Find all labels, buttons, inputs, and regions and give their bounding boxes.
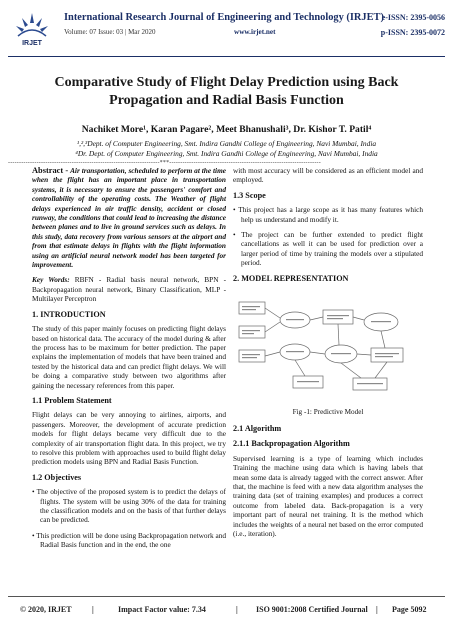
svg-text:IRJET: IRJET xyxy=(22,40,42,47)
scope-item: • The project can be further extended to predict flight cancellations as well it can be used for prediction over a larger period of time by training the models over a stipulated period. xyxy=(233,230,423,268)
irjet-logo xyxy=(8,10,56,50)
problem-heading: 1.1 Problem Statement xyxy=(32,395,112,405)
footer-copyright: © 2020, IRJET xyxy=(20,605,72,614)
volume-info: Volume: 07 Issue: 03 | Mar 2020 xyxy=(64,28,156,36)
footer-divider: | xyxy=(236,605,238,614)
right-column xyxy=(233,166,423,544)
model-heading: 2. MODEL REPRESENTATION xyxy=(233,273,349,283)
predictive-model-figure xyxy=(233,292,423,402)
affiliation-2: ⁴Dr. Dept. of Computer Engineering, Smt. Indira Gandhi College of Engineering, Navi Mumbai, India xyxy=(75,149,378,158)
e-issn: e-ISSN: 2395-0056 xyxy=(381,13,445,22)
algorithm-heading: 2.1 Algorithm xyxy=(233,423,282,433)
section-separator: ---------------------------------------------------------------------***--------------------------------------------------------------------- xyxy=(8,160,321,166)
p-issn: p-ISSN: 2395-0072 xyxy=(380,28,445,37)
footer-impact: Impact Factor value: 7.34 xyxy=(118,605,206,614)
objective-item: • This prediction will be done using Backpropagation network and Radial Basis function and in the end, the one xyxy=(32,530,226,550)
abstract xyxy=(32,166,226,269)
keywords xyxy=(32,275,226,303)
intro-heading: 1. INTRODUCTION xyxy=(32,309,106,319)
footer-divider: | xyxy=(92,605,94,614)
footer-divider: | xyxy=(376,605,378,614)
scope-heading: 1.3 Scope xyxy=(233,190,266,200)
footer-iso: ISO 9001:2008 Certified Journal xyxy=(256,605,368,614)
journal-header xyxy=(8,10,445,50)
scope-item: • This project has a large scope as it has many features which help us understand and modify it. xyxy=(233,205,423,224)
header-rule xyxy=(8,56,445,57)
keywords-label: Key Words: xyxy=(32,275,70,285)
backprop-text: Supervised learning is a type of learning which includes Training the machine using data which is having labels that mean some data is already tagged with the correct answer. After that, the machine is feed with a new data algorithm analyses the training data (set of training examples) and produces a correct outcome from labeled data. Back-propagation is a very important part of neural net training. It is the method which includes the weights of a neural net based on the error computed (i.e., iteration). xyxy=(233,453,423,538)
continuation-text: with most accuracy will be considered as an efficient model and employed. xyxy=(233,166,423,185)
paper-title: Comparative Study of Flight Delay Prediction using Back Propagation and Radial Basis Function xyxy=(54,75,399,108)
intro-text: The study of this paper mainly focuses on predicting flight delays based on historical data. The accuracy of the model during & after the process has to be maximum for better prediction. The paper explains the implementation of models that have been trained and tested by the historical data and can predict flight delays. We will be doing a comparative study between two algorithms after gaining the necessary references from this paper. xyxy=(32,324,226,390)
journal-website[interactable]: www.irjet.net xyxy=(234,28,276,36)
objective-item: • The objective of the proposed system is to predict the delays of flights. The system will be using 30% of the data for training the classification models and on the basis of that further delays can be predicted. xyxy=(32,487,226,525)
abstract-text: Air transportation, scheduled to perform at the time when the flight has an important place in transportation systems, it is necessary to ensure the passengers' comfort and controllability of the operating costs. The Weather of flight delays experienced in air traffic density, accident or closed runway, the conditions that could lead to increasing the distance between planes and to live in ground services such as delays. In this study, data recovery from various sensors at the airport and from that estimate delays in flights with the flight information using an artificial neural network model has been targeted for improvement. xyxy=(32,166,226,270)
journal-name: International Research Journal of Engineering and Technology (IRJET) xyxy=(64,12,384,23)
figure-caption: Fig -1: Predictive Model xyxy=(292,408,364,417)
footer-page-number: Page 5092 xyxy=(392,605,427,614)
abstract-label: Abstract - xyxy=(32,166,69,175)
page-footer xyxy=(8,596,445,614)
problem-text: Flight delays can be very annoying to airlines, airports, and passengers. Moreover, the development of accurate prediction models for flight delays became very difficult due to the complexity of air transportation flight data. In this project, we try to resolve this problem with approaches used to build flight delay prediction models using BPN and Radial Basis Function. xyxy=(32,410,226,467)
affiliation-1: ¹,²,³Dept. of Computer Engineering, Smt. Indira Gandhi College of Engineering, Navi Mumbai, India xyxy=(76,139,377,148)
keywords-text: RBFN - Radial basis neural network, BPN - Backpropagation neural network, Binary Classification, MLP - Multilayer Perceptron xyxy=(32,275,227,304)
objectives-heading: 1.2 Objectives xyxy=(32,472,82,482)
left-column xyxy=(32,166,226,556)
author-list: Nachiket More¹, Karan Pagare², Meet Bhanushali³, Dr. Kishor T. Patil⁴ xyxy=(81,124,372,135)
backprop-heading: 2.1.1 Backpropagation Algorithm xyxy=(233,439,350,449)
